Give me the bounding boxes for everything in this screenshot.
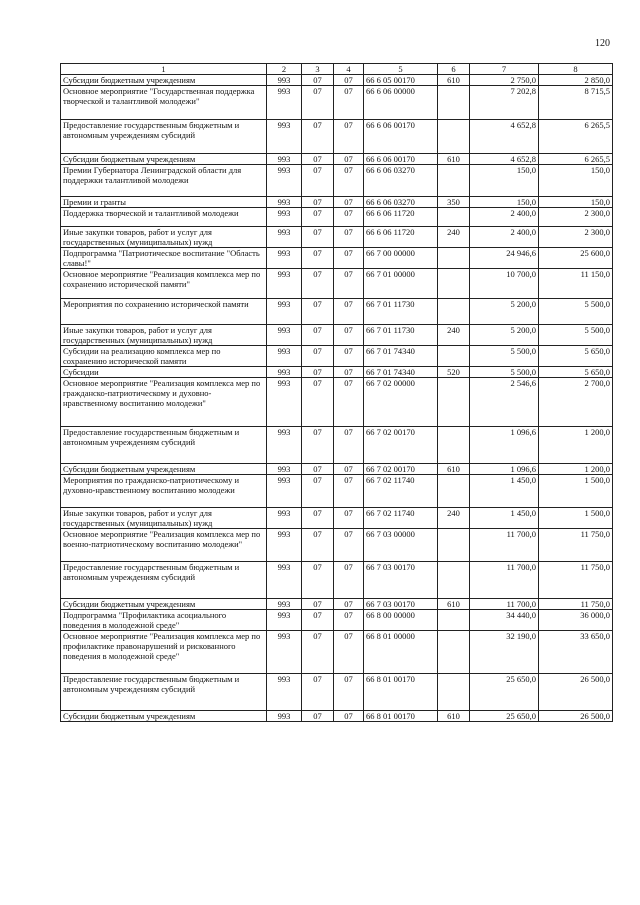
row-target-article: 66 6 06 00170 [364,154,438,165]
row-ministry-code: 993 [267,120,302,154]
row-amount-year1: 1 450,0 [470,508,539,529]
row-section-code: 07 [302,208,334,227]
row-expense-type [438,299,470,325]
row-target-article: 66 6 06 11720 [364,227,438,248]
row-name-cell: Основное мероприятие "Реализация комплекса мер по профилактике правонарушений и рискованного поведения в молодежной среде" [61,631,267,674]
row-ministry-code: 993 [267,378,302,427]
table-row [61,75,613,86]
row-subsection-code: 07 [334,367,364,378]
row-subsection-code: 07 [334,378,364,427]
row-amount-year1: 32 190,0 [470,631,539,674]
table-row [61,208,613,227]
row-section-code: 07 [302,325,334,346]
row-target-article: 66 8 01 00000 [364,631,438,674]
row-amount-year1: 5 500,0 [470,346,539,367]
row-ministry-code: 993 [267,269,302,299]
row-target-article: 66 7 02 11740 [364,508,438,529]
row-section-code: 07 [302,475,334,508]
row-amount-year2: 150,0 [539,197,613,208]
row-amount-year2: 26 500,0 [539,711,613,722]
row-expense-type: 610 [438,711,470,722]
row-subsection-code: 07 [334,599,364,610]
row-amount-year2: 2 850,0 [539,75,613,86]
row-expense-type: 610 [438,464,470,475]
row-target-article: 66 7 02 00170 [364,427,438,464]
row-ministry-code: 993 [267,367,302,378]
row-target-article: 66 7 02 11740 [364,475,438,508]
row-section-code: 07 [302,378,334,427]
row-ministry-code: 993 [267,325,302,346]
row-name-cell: Субсидии бюджетным учреждениям [61,599,267,610]
row-subsection-code: 07 [334,508,364,529]
row-section-code: 07 [302,367,334,378]
table-row [61,508,613,529]
row-target-article: 66 7 01 74340 [364,367,438,378]
row-amount-year1: 11 700,0 [470,562,539,599]
row-amount-year1: 2 750,0 [470,75,539,86]
row-subsection-code: 07 [334,325,364,346]
row-section-code: 07 [302,674,334,711]
column-number-header-row [61,64,613,75]
row-amount-year1: 2 400,0 [470,227,539,248]
row-subsection-code: 07 [334,299,364,325]
row-expense-type: 240 [438,325,470,346]
row-expense-type [438,248,470,269]
row-expense-type [438,610,470,631]
table-row [61,248,613,269]
row-amount-year2: 11 750,0 [539,529,613,562]
row-amount-year2: 26 500,0 [539,674,613,711]
row-amount-year2: 11 750,0 [539,562,613,599]
row-amount-year2: 150,0 [539,165,613,197]
row-subsection-code: 07 [334,464,364,475]
table-row [61,197,613,208]
row-ministry-code: 993 [267,346,302,367]
row-expense-type: 520 [438,367,470,378]
row-subsection-code: 07 [334,165,364,197]
row-name-cell: Предоставление государственным бюджетным и автономным учреждениям субсидий [61,120,267,154]
row-name-cell: Предоставление государственным бюджетным и автономным учреждениям субсидий [61,674,267,711]
row-section-code: 07 [302,248,334,269]
row-amount-year2: 6 265,5 [539,120,613,154]
row-section-code: 07 [302,529,334,562]
row-target-article: 66 7 03 00170 [364,562,438,599]
row-target-article: 66 6 06 03270 [364,197,438,208]
row-amount-year1: 10 700,0 [470,269,539,299]
table-row [61,120,613,154]
row-name-cell: Премии и гранты [61,197,267,208]
row-ministry-code: 993 [267,248,302,269]
row-section-code: 07 [302,711,334,722]
row-amount-year1: 34 440,0 [470,610,539,631]
row-section-code: 07 [302,154,334,165]
row-amount-year1: 11 700,0 [470,529,539,562]
column-number: 7 [470,64,539,75]
table-row [61,346,613,367]
row-subsection-code: 07 [334,197,364,208]
row-ministry-code: 993 [267,529,302,562]
row-target-article: 66 8 01 00170 [364,674,438,711]
row-section-code: 07 [302,120,334,154]
row-ministry-code: 993 [267,464,302,475]
row-amount-year1: 150,0 [470,165,539,197]
row-subsection-code: 07 [334,631,364,674]
row-expense-type [438,427,470,464]
row-amount-year1: 4 652,8 [470,154,539,165]
row-ministry-code: 993 [267,508,302,529]
row-section-code: 07 [302,269,334,299]
table-row [61,599,613,610]
row-amount-year2: 11 150,0 [539,269,613,299]
row-target-article: 66 7 02 00170 [364,464,438,475]
table-row [61,154,613,165]
table-row [61,227,613,248]
row-amount-year2: 25 600,0 [539,248,613,269]
row-amount-year2: 5 500,0 [539,325,613,346]
row-amount-year2: 2 700,0 [539,378,613,427]
row-section-code: 07 [302,599,334,610]
row-amount-year2: 36 000,0 [539,610,613,631]
row-amount-year1: 1 450,0 [470,475,539,508]
column-number: 6 [438,64,470,75]
row-amount-year2: 2 300,0 [539,227,613,248]
row-amount-year1: 2 400,0 [470,208,539,227]
row-name-cell: Основное мероприятие "Реализация комплекса мер по гражданско-патриотическому и духовно-нравственному воспитанию молодежи" [61,378,267,427]
row-ministry-code: 993 [267,674,302,711]
row-target-article: 66 6 06 11720 [364,208,438,227]
row-name-cell: Субсидии бюджетным учреждениям [61,711,267,722]
row-target-article: 66 7 03 00000 [364,529,438,562]
page-number: 120 [595,38,610,49]
column-number: 3 [302,64,334,75]
column-number: 1 [61,64,267,75]
table-row [61,367,613,378]
row-expense-type [438,631,470,674]
row-name-cell: Иные закупки товаров, работ и услуг для государственных (муниципальных) нужд [61,325,267,346]
column-number: 5 [364,64,438,75]
row-ministry-code: 993 [267,197,302,208]
row-ministry-code: 993 [267,227,302,248]
table-row [61,610,613,631]
row-expense-type: 240 [438,227,470,248]
row-expense-type: 610 [438,75,470,86]
row-section-code: 07 [302,631,334,674]
table-row [61,325,613,346]
row-subsection-code: 07 [334,346,364,367]
row-amount-year1: 25 650,0 [470,674,539,711]
row-section-code: 07 [302,562,334,599]
table-row [61,631,613,674]
row-name-cell: Субсидии бюджетным учреждениям [61,154,267,165]
table-row [61,674,613,711]
row-amount-year2: 2 300,0 [539,208,613,227]
budget-table [60,63,613,722]
row-target-article: 66 6 05 00170 [364,75,438,86]
row-name-cell: Предоставление государственным бюджетным и автономным учреждениям субсидий [61,562,267,599]
row-subsection-code: 07 [334,208,364,227]
row-section-code: 07 [302,75,334,86]
row-target-article: 66 7 01 11730 [364,299,438,325]
row-amount-year2: 1 200,0 [539,464,613,475]
row-amount-year2: 11 750,0 [539,599,613,610]
row-amount-year1: 1 096,6 [470,464,539,475]
row-ministry-code: 993 [267,631,302,674]
row-target-article: 66 6 06 00170 [364,120,438,154]
row-amount-year1: 5 200,0 [470,325,539,346]
row-name-cell: Подпрограмма "Патриотическое воспитание "Область славы!" [61,248,267,269]
row-ministry-code: 993 [267,75,302,86]
row-expense-type [438,674,470,711]
table-row [61,711,613,722]
row-section-code: 07 [302,165,334,197]
row-section-code: 07 [302,197,334,208]
row-amount-year2: 1 500,0 [539,508,613,529]
row-subsection-code: 07 [334,427,364,464]
row-target-article: 66 7 03 00170 [364,599,438,610]
table-row [61,86,613,120]
row-expense-type [438,208,470,227]
row-amount-year1: 25 650,0 [470,711,539,722]
row-name-cell: Субсидии бюджетным учреждениям [61,75,267,86]
row-target-article: 66 7 02 00000 [364,378,438,427]
row-expense-type [438,120,470,154]
row-ministry-code: 993 [267,86,302,120]
table-row [61,475,613,508]
row-expense-type: 240 [438,508,470,529]
row-target-article: 66 7 01 00000 [364,269,438,299]
table-row [61,165,613,197]
row-amount-year1: 5 500,0 [470,367,539,378]
row-subsection-code: 07 [334,475,364,508]
row-expense-type [438,86,470,120]
row-ministry-code: 993 [267,165,302,197]
row-expense-type: 610 [438,599,470,610]
row-amount-year1: 2 546,6 [470,378,539,427]
row-section-code: 07 [302,464,334,475]
row-amount-year2: 33 650,0 [539,631,613,674]
row-expense-type [438,562,470,599]
row-subsection-code: 07 [334,269,364,299]
row-target-article: 66 6 06 03270 [364,165,438,197]
row-expense-type [438,269,470,299]
row-name-cell: Мероприятия по гражданско-патриотическому и духовно-нравственному воспитанию молодежи [61,475,267,508]
row-amount-year1: 7 202,8 [470,86,539,120]
row-subsection-code: 07 [334,154,364,165]
table-row [61,562,613,599]
row-expense-type: 610 [438,154,470,165]
row-subsection-code: 07 [334,248,364,269]
row-amount-year2: 1 500,0 [539,475,613,508]
row-subsection-code: 07 [334,86,364,120]
row-section-code: 07 [302,299,334,325]
row-ministry-code: 993 [267,599,302,610]
row-expense-type [438,346,470,367]
row-target-article: 66 7 00 00000 [364,248,438,269]
row-subsection-code: 07 [334,75,364,86]
row-target-article: 66 8 00 00000 [364,610,438,631]
table-row [61,299,613,325]
row-subsection-code: 07 [334,711,364,722]
row-name-cell: Субсидии [61,367,267,378]
row-ministry-code: 993 [267,299,302,325]
row-expense-type [438,475,470,508]
row-ministry-code: 993 [267,562,302,599]
row-section-code: 07 [302,610,334,631]
row-ministry-code: 993 [267,208,302,227]
row-name-cell: Поддержка творческой и талантливой молодежи [61,208,267,227]
row-subsection-code: 07 [334,120,364,154]
row-target-article: 66 6 06 00000 [364,86,438,120]
row-amount-year1: 150,0 [470,197,539,208]
row-target-article: 66 7 01 11730 [364,325,438,346]
row-section-code: 07 [302,508,334,529]
row-subsection-code: 07 [334,227,364,248]
row-name-cell: Подпрограмма "Профилактика асоциального поведения в молодежной среде" [61,610,267,631]
row-amount-year1: 11 700,0 [470,599,539,610]
table-row [61,427,613,464]
row-ministry-code: 993 [267,475,302,508]
row-subsection-code: 07 [334,674,364,711]
row-section-code: 07 [302,227,334,248]
row-name-cell: Иные закупки товаров, работ и услуг для государственных (муниципальных) нужд [61,508,267,529]
row-name-cell: Премии Губернатора Ленинградской области для поддержки талантливой молодежи [61,165,267,197]
row-name-cell: Иные закупки товаров, работ и услуг для государственных (муниципальных) нужд [61,227,267,248]
row-section-code: 07 [302,86,334,120]
row-name-cell: Основное мероприятие "Реализация комплекса мер по военно-патриотическому воспитанию молодежи" [61,529,267,562]
row-subsection-code: 07 [334,529,364,562]
column-number: 4 [334,64,364,75]
row-name-cell: Мероприятия по сохранению исторической памяти [61,299,267,325]
row-subsection-code: 07 [334,610,364,631]
row-section-code: 07 [302,346,334,367]
row-amount-year1: 4 652,8 [470,120,539,154]
row-expense-type [438,165,470,197]
row-ministry-code: 993 [267,427,302,464]
row-ministry-code: 993 [267,610,302,631]
column-number: 2 [267,64,302,75]
row-target-article: 66 8 01 00170 [364,711,438,722]
row-amount-year2: 5 500,0 [539,299,613,325]
row-name-cell: Субсидии на реализацию комплекса мер по сохранению исторической памяти [61,346,267,367]
row-target-article: 66 7 01 74340 [364,346,438,367]
table-row [61,378,613,427]
row-amount-year1: 24 946,6 [470,248,539,269]
row-expense-type [438,529,470,562]
column-number: 8 [539,64,613,75]
table-row [61,464,613,475]
row-section-code: 07 [302,427,334,464]
row-name-cell: Предоставление государственным бюджетным и автономным учреждениям субсидий [61,427,267,464]
row-ministry-code: 993 [267,154,302,165]
row-expense-type [438,378,470,427]
row-amount-year2: 6 265,5 [539,154,613,165]
row-amount-year1: 1 096,6 [470,427,539,464]
table-row [61,529,613,562]
row-subsection-code: 07 [334,562,364,599]
row-amount-year2: 5 650,0 [539,346,613,367]
table-row [61,269,613,299]
row-amount-year2: 1 200,0 [539,427,613,464]
row-name-cell: Основное мероприятие "Реализация комплекса мер по сохранению исторической памяти" [61,269,267,299]
row-name-cell: Основное мероприятие "Государственная поддержка творческой и талантливой молодежи" [61,86,267,120]
row-amount-year1: 5 200,0 [470,299,539,325]
row-expense-type: 350 [438,197,470,208]
row-amount-year2: 8 715,5 [539,86,613,120]
row-name-cell: Субсидии бюджетным учреждениям [61,464,267,475]
row-ministry-code: 993 [267,711,302,722]
row-amount-year2: 5 650,0 [539,367,613,378]
